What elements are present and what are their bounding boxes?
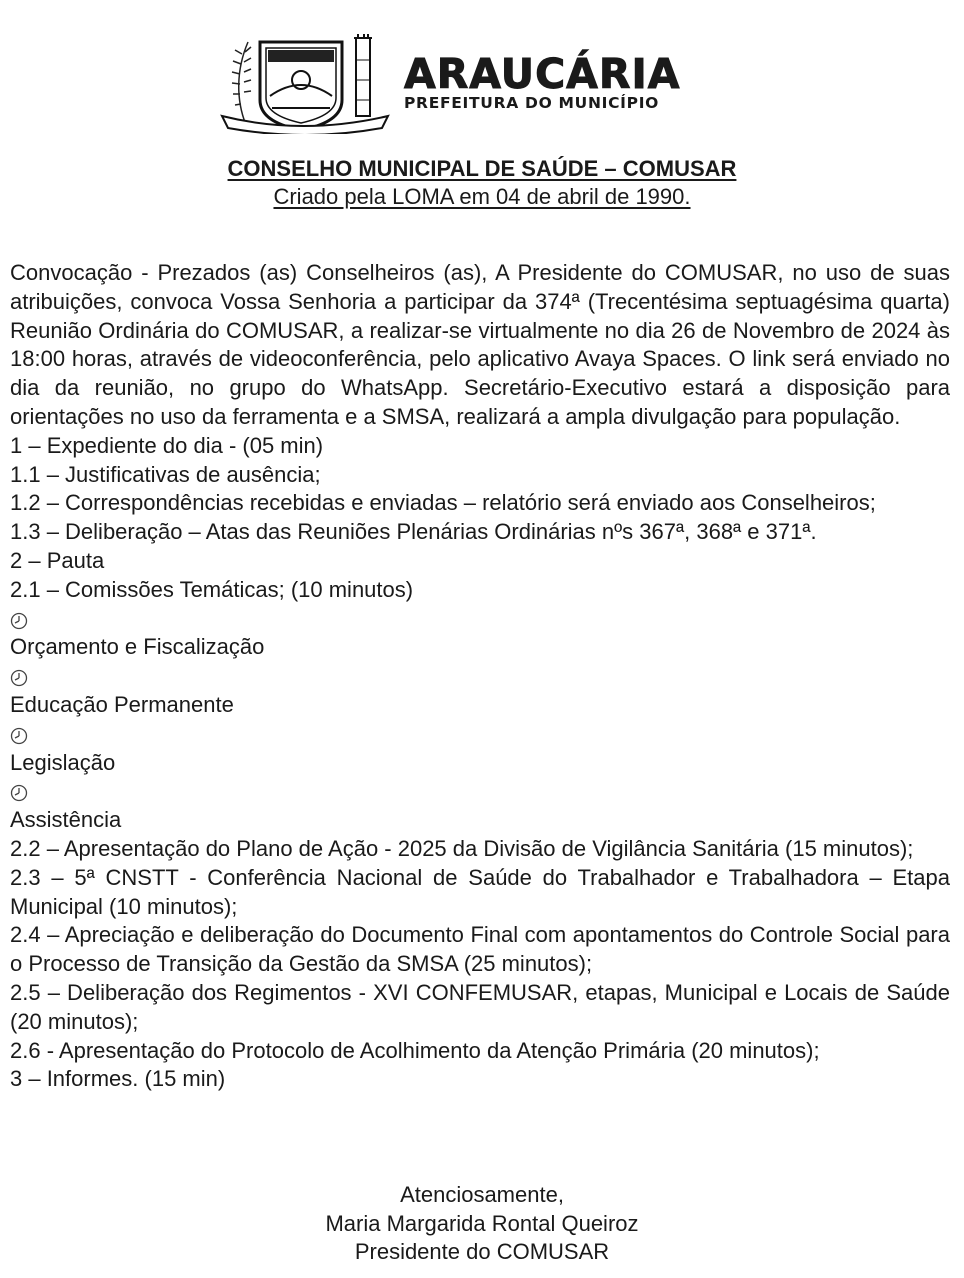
brand-subtitle: PREFEITURA DO MUNICÍPIO xyxy=(404,94,660,112)
clock-icon xyxy=(10,662,950,691)
agenda-item: 2.5 – Deliberação dos Regimentos - XVI CONFEMUSAR, etapas, Municipal e Locais de Saúde (20 minutos); xyxy=(10,979,950,1034)
agenda-item: 2.3 – 5ª CNSTT - Conferência Nacional de Saúde do Trabalhador e Trabalhadora – Etapa Municipal (10 minutos); xyxy=(10,864,950,919)
document-body xyxy=(10,259,950,1094)
commission-item: Orçamento e Fiscalização xyxy=(10,634,265,660)
agenda-item: 1 – Expediente do dia - (05 min) xyxy=(10,432,324,458)
agenda-item: 2 – Pauta xyxy=(10,547,105,573)
council-subtitle: Criado pela LOMA em 04 de abril de 1990. xyxy=(273,184,691,209)
agenda-item: 1.3 – Deliberação – Atas das Reuniões Plenárias Ordinárias nºs 367ª, 368ª e 371ª. xyxy=(10,519,817,545)
closing-text: Atenciosamente, xyxy=(400,1182,564,1207)
commission-item: Assistência xyxy=(10,807,122,833)
council-title: CONSELHO MUNICIPAL DE SAÚDE – COMUSAR xyxy=(227,156,737,181)
municipal-crest-icon xyxy=(218,30,393,134)
agenda-item: 2.4 – Apreciação e deliberação do Documento Final com apontamentos do Controle Social para o Processo de Transição da Gestão da SMSA (25 minutos); xyxy=(10,922,950,977)
commission-item: Educação Permanente xyxy=(10,691,234,717)
agenda-item: 3 – Informes. (15 min) xyxy=(10,1066,226,1092)
agenda-item: 2.2 – Apresentação do Plano de Ação - 2025 da Divisão de Vigilância Sanitária (15 minutos); xyxy=(10,835,914,861)
commission-item: Legislação xyxy=(10,749,116,775)
brand-name: ARAUCÁRIA xyxy=(404,50,681,98)
agenda-item: 2.1 – Comissões Temáticas; (10 minutos) xyxy=(10,576,414,602)
convocation-paragraph: Convocação - Prezados (as) Conselheiros (as), A Presidente do COMUSAR, no uso de suas atribuições, convoca Vossa Senhoria a participar da 374ª (Trecentésima septuagésima quarta) Reunião Ordinária do COMUSAR, a realizar-se virtualmente no dia 26 de Novembro de 2024 às 18:00 horas, através de videoconferência, pelo aplicativo Avaya Spaces. O link será enviado no dia da reunião, no grupo do WhatsApp. Secretário-Executivo estará a disposição para orientações no uso da ferramenta e a SMSA, realizará a ampla divulgação para população. xyxy=(10,260,950,429)
clock-icon xyxy=(10,777,950,806)
header-logo xyxy=(218,30,748,134)
agenda-item: 1.1 – Justificativas de ausência; xyxy=(10,461,321,487)
signature-block xyxy=(0,1181,964,1267)
clock-icon xyxy=(10,720,950,749)
signer-role: Presidente do COMUSAR xyxy=(354,1239,610,1264)
agenda-item: 2.6 - Apresentação do Protocolo de Acolhimento da Atenção Primária (20 minutos); xyxy=(10,1037,820,1063)
signer-name: Maria Margarida Rontal Queiroz xyxy=(325,1210,639,1236)
agenda-item: 1.2 – Correspondências recebidas e enviadas – relatório será enviado aos Conselheiros; xyxy=(10,490,876,516)
clock-icon xyxy=(10,605,950,634)
